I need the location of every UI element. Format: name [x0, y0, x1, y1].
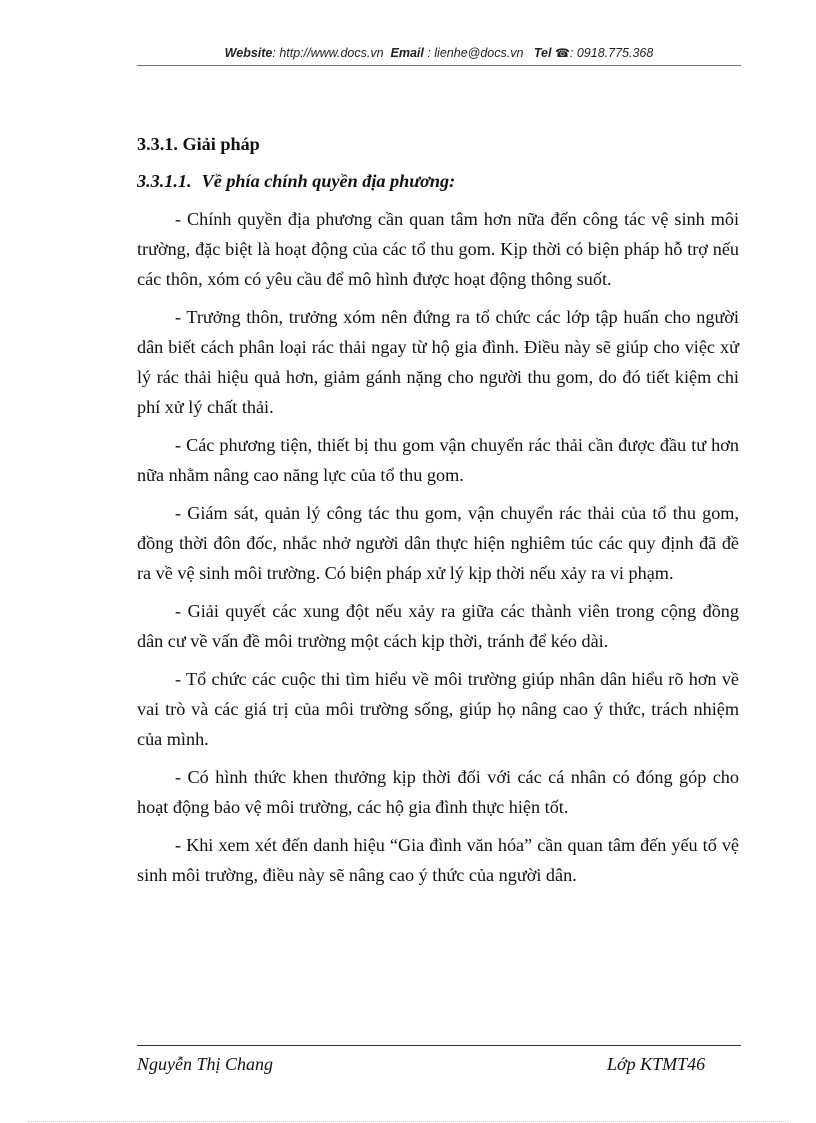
phone-icon: ☎	[554, 46, 570, 60]
tel-label: Tel	[533, 46, 552, 60]
email-link[interactable]: : lienhe@docs.vn	[423, 46, 524, 60]
website-link[interactable]: : http://www.docs.vn	[272, 46, 384, 60]
paragraph: - Giải quyết các xung đột nếu xảy ra giữa các thành viên trong cộng đồng dân cư về vấn đề môi trường một cách kịp thời, tránh để kéo dài.	[137, 601, 739, 651]
document-body	[137, 130, 739, 898]
paragraph: - Tổ chức các cuộc thi tìm hiểu về môi trường giúp nhân dân hiểu rõ hơn về vai trò và các giá trị của môi trường sống, giúp họ nâng cao ý thức, trách nhiệm của mình.	[137, 669, 739, 749]
paragraph: - Các phương tiện, thiết bị thu gom vận chuyển rác thải cần được đầu tư hơn nữa nhằm nâng cao năng lực của tổ thu gom.	[137, 435, 739, 485]
paragraph: - Giám sát, quản lý công tác thu gom, vận chuyển rác thải của tổ thu gom, đồng thời đôn đốc, nhắc nhở người dân thực hiện nghiêm túc các quy định đã đề ra về vệ sinh môi trường. Có biện pháp xử lý kịp thời nếu xảy ra vi phạm.	[137, 503, 739, 583]
paragraph: - Chính quyền địa phương cần quan tâm hơn nữa đến công tác vệ sinh môi trường, đặc biệt là hoạt động của các tổ thu gom. Kịp thời có biện pháp hỗ trợ nếu các thôn, xóm có yêu cầu để mô hình được hoạt động thông suốt.	[137, 209, 739, 289]
page-header	[137, 46, 741, 60]
footer-divider	[137, 1045, 741, 1046]
tel-value: : 0918.775.368	[569, 46, 654, 60]
subsection-title: Về phía chính quyền địa phương:	[201, 171, 456, 191]
subsection-number: 3.3.1.1.	[137, 171, 192, 191]
paragraph: - Có hình thức khen thưởng kịp thời đối với các cá nhân có đóng góp cho hoạt động bảo vệ môi trường, các hộ gia đình thực hiện tốt.	[137, 767, 739, 817]
page-bottom-border	[28, 1121, 788, 1122]
footer-author: Nguyễn Thị Chang	[137, 1054, 274, 1074]
section-heading: 3.3.1. Giải pháp	[137, 134, 260, 154]
website-label: Website	[224, 46, 273, 60]
footer-class: Lớp KTMT46	[607, 1054, 706, 1074]
header-divider	[137, 65, 741, 66]
paragraph: - Trưởng thôn, trưởng xóm nên đứng ra tổ chức các lớp tập huấn cho người dân biết cách phân loại rác thải ngay từ hộ gia đình. Điều này sẽ giúp cho việc xử lý rác thải hiệu quả hơn, giảm gánh nặng cho người thu gom, do đó tiết kiệm chi phí xử lý chất thải.	[137, 307, 739, 417]
email-label: Email	[390, 46, 424, 60]
paragraph: - Khi xem xét đến danh hiệu “Gia đình văn hóa” cần quan tâm đến yếu tố vệ sinh môi trường, điều này sẽ nâng cao ý thức của người dân.	[137, 835, 739, 885]
subsection-heading	[137, 166, 739, 196]
